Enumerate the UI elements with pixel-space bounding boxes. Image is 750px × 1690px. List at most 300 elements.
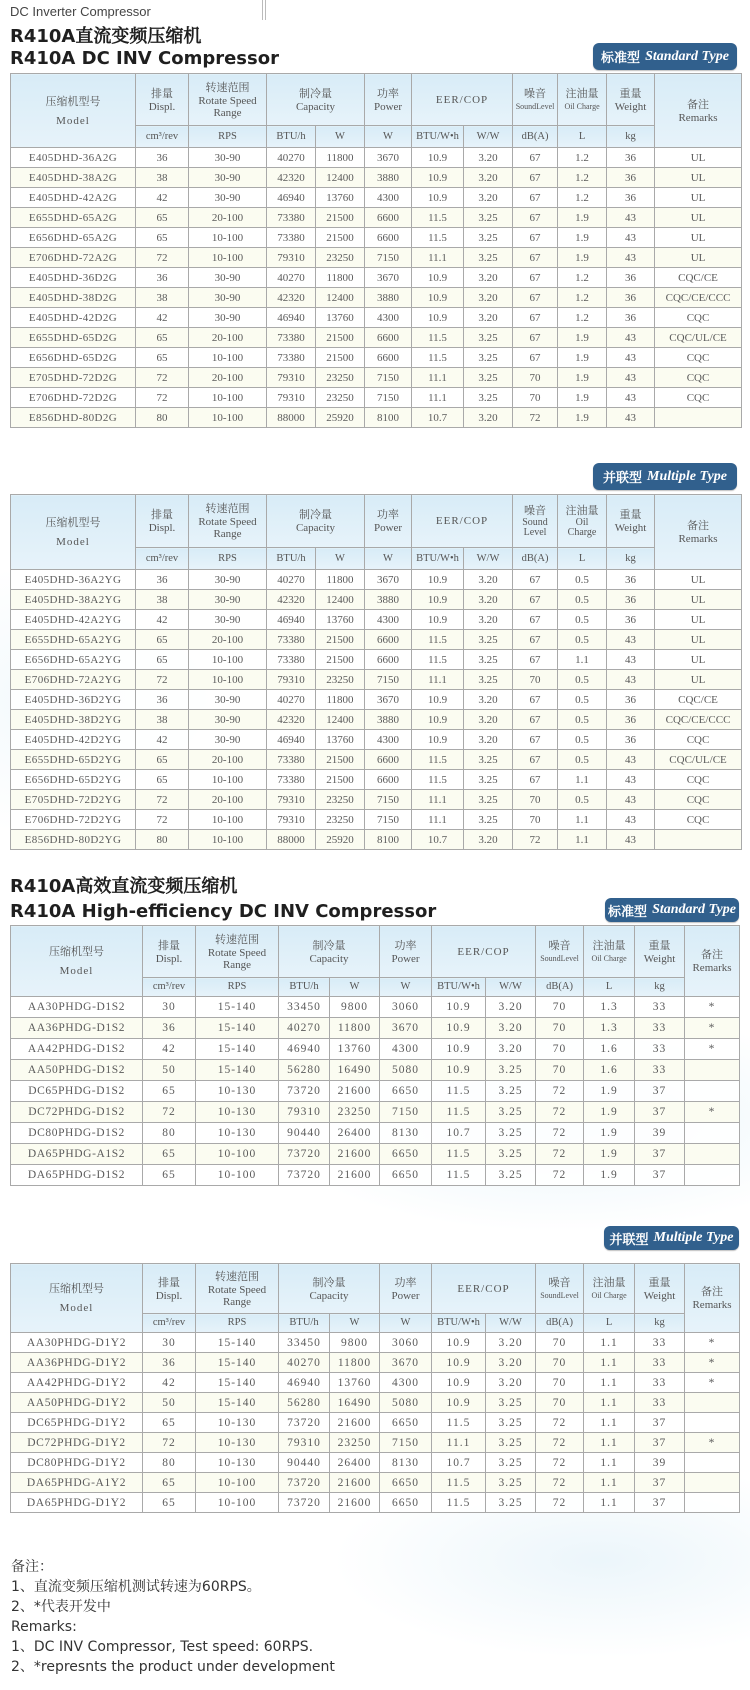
cell-remarks (655, 830, 742, 850)
cell-model: E706DHD-72D2YG (11, 810, 136, 830)
cell-model: AA30PHDG-D1Y2 (11, 1333, 143, 1353)
header-capacity: 制冷量 Capacity (279, 1264, 380, 1314)
cell-model: E655DHD-65D2G (11, 328, 136, 348)
cell-db: 67 (513, 268, 558, 288)
cell-eer: 10.9 (432, 1393, 486, 1413)
cell-remarks: CQC/UL/CE (655, 328, 742, 348)
cell-db: 67 (513, 188, 558, 208)
unit-cop: W/W (486, 978, 536, 997)
header-sound-level: 噪音 SoundLevel (536, 926, 584, 978)
standard-type-badge (593, 43, 737, 70)
unit-power-w: W (365, 548, 412, 570)
cell-cop: 3.25 (464, 208, 513, 228)
cell-cop: 3.25 (486, 1413, 536, 1433)
cell-cop: 3.25 (464, 770, 513, 790)
unit-eer: BTU/W•h (432, 1314, 486, 1333)
cell-displ: 42 (143, 1373, 196, 1393)
cell-oil: 1.9 (584, 1144, 635, 1165)
cell-eer: 10.9 (432, 1353, 486, 1373)
cell-remarks: * (685, 997, 740, 1018)
cell-btu: 73720 (279, 1165, 330, 1186)
cell-kg: 43 (607, 348, 655, 368)
table-row (11, 570, 742, 590)
cell-rps: 30-90 (189, 730, 267, 750)
cell-power: 8130 (380, 1453, 432, 1473)
cell-displ: 65 (143, 1413, 196, 1433)
cell-db: 70 (513, 368, 558, 388)
table-row (11, 710, 742, 730)
cell-remarks: UL (655, 590, 742, 610)
cell-oil: 0.5 (558, 690, 607, 710)
cell-w: 21500 (316, 328, 365, 348)
cell-remarks: * (685, 1433, 740, 1453)
cell-power: 4300 (365, 610, 412, 630)
cell-displ: 42 (136, 188, 189, 208)
header-speed-range: 转速范围 Rotate Speed Range (189, 74, 267, 126)
cell-w: 13760 (330, 1373, 380, 1393)
cell-w: 11800 (330, 1018, 380, 1039)
cell-eer: 10.9 (412, 730, 464, 750)
cell-btu: 40270 (267, 690, 316, 710)
note-cn-1: 1、直流变频压缩机测试转速为60RPS。 (11, 1579, 261, 1595)
cell-power: 3670 (365, 690, 412, 710)
cell-model: E405DHD-42A2YG (11, 610, 136, 630)
cell-model: AA50PHDG-D1S2 (11, 1060, 143, 1081)
cell-btu: 46940 (279, 1039, 330, 1060)
cell-displ: 80 (136, 408, 189, 428)
cell-oil: 1.3 (584, 1018, 635, 1039)
cell-model: E405DHD-42D2G (11, 308, 136, 328)
unit-rps: RPS (196, 978, 279, 997)
unit-btuh: BTU/h (279, 978, 330, 997)
cell-eer: 11.5 (412, 208, 464, 228)
cell-displ: 38 (136, 168, 189, 188)
cell-model: E856DHD-80D2YG (11, 830, 136, 850)
cell-displ: 65 (136, 750, 189, 770)
cell-db: 67 (513, 248, 558, 268)
cell-power: 3670 (365, 148, 412, 168)
cell-displ: 72 (143, 1433, 196, 1453)
table-row (11, 1123, 740, 1144)
cell-cop: 3.25 (486, 1081, 536, 1102)
cell-btu: 73720 (279, 1081, 330, 1102)
cell-power: 8100 (365, 408, 412, 428)
cell-db: 67 (513, 288, 558, 308)
cell-cop: 3.20 (486, 997, 536, 1018)
cell-db: 70 (536, 997, 584, 1018)
cell-kg: 33 (635, 1060, 685, 1081)
cell-db: 72 (536, 1165, 584, 1186)
cell-displ: 42 (136, 730, 189, 750)
cell-displ: 65 (136, 650, 189, 670)
cell-displ: 72 (136, 810, 189, 830)
cell-w: 23250 (316, 670, 365, 690)
cell-w: 9800 (330, 997, 380, 1018)
cell-displ: 38 (136, 710, 189, 730)
header-model: 压缩机型号 Model (11, 926, 143, 997)
cell-displ: 38 (136, 590, 189, 610)
cell-oil: 1.1 (558, 810, 607, 830)
cell-cop: 3.20 (464, 570, 513, 590)
cell-btu: 46940 (267, 188, 316, 208)
cell-displ: 36 (136, 690, 189, 710)
cell-eer: 11.5 (432, 1144, 486, 1165)
cell-rps: 10-130 (196, 1081, 279, 1102)
cell-db: 70 (536, 1373, 584, 1393)
cell-remarks: CQC/UL/CE (655, 750, 742, 770)
cell-eer: 10.7 (412, 408, 464, 428)
cell-w: 11800 (316, 268, 365, 288)
cell-displ: 80 (143, 1453, 196, 1473)
header-row (11, 926, 740, 978)
cell-power: 6650 (380, 1413, 432, 1433)
cell-eer: 11.5 (412, 650, 464, 670)
he-multiple-spec-table (10, 1263, 740, 1513)
cell-kg: 37 (635, 1165, 685, 1186)
unit-w: W (330, 978, 380, 997)
cell-model: AA36PHDG-D1S2 (11, 1018, 143, 1039)
cell-power: 6650 (380, 1473, 432, 1493)
unit-w: W (330, 1314, 380, 1333)
cell-remarks: CQC (655, 388, 742, 408)
cell-cop: 3.25 (486, 1433, 536, 1453)
header-power: 功率 Power (380, 926, 432, 978)
cell-power: 4300 (380, 1373, 432, 1393)
cell-cop: 3.25 (486, 1493, 536, 1513)
cell-w: 11800 (316, 690, 365, 710)
cell-cop: 3.25 (464, 368, 513, 388)
table-row (11, 268, 742, 288)
cell-remarks (685, 1493, 740, 1513)
cell-w: 11800 (316, 570, 365, 590)
cell-eer: 11.5 (432, 1102, 486, 1123)
cell-btu: 42320 (267, 168, 316, 188)
cell-kg: 43 (607, 650, 655, 670)
cell-model: E405DHD-42A2G (11, 188, 136, 208)
header-displacement: 排量 Displ. (136, 495, 189, 548)
cell-rps: 30-90 (189, 268, 267, 288)
cell-w: 13760 (330, 1039, 380, 1060)
cell-remarks (685, 1060, 740, 1081)
cell-w: 21500 (316, 650, 365, 670)
cell-eer: 10.7 (432, 1123, 486, 1144)
cell-db: 67 (513, 328, 558, 348)
table-row (11, 1039, 740, 1060)
cell-btu: 73380 (267, 750, 316, 770)
cell-power: 3880 (365, 710, 412, 730)
table-row (11, 830, 742, 850)
table-row (11, 1018, 740, 1039)
cell-w: 21500 (316, 228, 365, 248)
he-standard-spec-table (10, 925, 740, 1186)
cell-rps: 10-100 (196, 1493, 279, 1513)
cell-power: 8100 (365, 830, 412, 850)
cell-cop: 3.20 (464, 268, 513, 288)
header-power: 功率 Power (365, 495, 412, 548)
badge-label-cn: 标准型 (608, 904, 648, 920)
cell-cop: 3.25 (464, 790, 513, 810)
cell-model: AA30PHDG-D1S2 (11, 997, 143, 1018)
cell-eer: 10.9 (412, 570, 464, 590)
cell-oil: 1.2 (558, 168, 607, 188)
cell-power: 7150 (365, 670, 412, 690)
cell-power: 6600 (365, 770, 412, 790)
cell-remarks: UL (655, 630, 742, 650)
cell-btu: 46940 (279, 1373, 330, 1393)
cell-btu: 79310 (267, 248, 316, 268)
cell-displ: 65 (136, 770, 189, 790)
cell-displ: 72 (136, 248, 189, 268)
cell-power: 3060 (380, 997, 432, 1018)
cell-db: 70 (513, 388, 558, 408)
cell-oil: 1.2 (558, 148, 607, 168)
cell-model: E405DHD-36A2G (11, 148, 136, 168)
header-weight: 重量 Weight (635, 926, 685, 978)
cell-oil: 1.1 (558, 650, 607, 670)
cell-db: 67 (513, 730, 558, 750)
cell-displ: 36 (136, 570, 189, 590)
cell-oil: 1.1 (584, 1493, 635, 1513)
badge-label-en: Multiple Type (647, 468, 727, 484)
cell-w: 21600 (330, 1144, 380, 1165)
cell-eer: 11.5 (412, 630, 464, 650)
cell-model: DC72PHDG-D1S2 (11, 1102, 143, 1123)
cell-oil: 1.1 (584, 1333, 635, 1353)
cell-displ: 65 (143, 1081, 196, 1102)
cell-btu: 73720 (279, 1144, 330, 1165)
cell-kg: 37 (635, 1473, 685, 1493)
cell-kg: 43 (607, 810, 655, 830)
cell-cop: 3.20 (464, 710, 513, 730)
table-row (11, 408, 742, 428)
cell-rps: 20-100 (189, 208, 267, 228)
cell-model: E405DHD-38A2YG (11, 590, 136, 610)
cell-remarks (685, 1393, 740, 1413)
cell-kg: 33 (635, 1393, 685, 1413)
cell-model: E656DHD-65D2G (11, 348, 136, 368)
cell-remarks: UL (655, 228, 742, 248)
table-row (11, 1060, 740, 1081)
cell-rps: 15-140 (196, 1373, 279, 1393)
cell-eer: 11.5 (412, 750, 464, 770)
cell-kg: 37 (635, 1433, 685, 1453)
header-oil-charge: 注油量 Oil Charge (584, 926, 635, 978)
cell-db: 67 (513, 610, 558, 630)
cell-rps: 20-100 (189, 790, 267, 810)
cell-model: DA65PHDG-A1S2 (11, 1144, 143, 1165)
cell-power: 6600 (365, 228, 412, 248)
cell-db: 72 (536, 1493, 584, 1513)
cell-displ: 36 (136, 268, 189, 288)
cell-btu: 90440 (279, 1453, 330, 1473)
table-row (11, 368, 742, 388)
cell-btu: 56280 (279, 1060, 330, 1081)
cell-model: E405DHD-42D2YG (11, 730, 136, 750)
table-row (11, 650, 742, 670)
cell-oil: 0.5 (558, 570, 607, 590)
cell-btu: 42320 (267, 288, 316, 308)
header-speed-range: 转速范围 Rotate Speed Range (196, 926, 279, 978)
cell-model: E656DHD-65D2YG (11, 770, 136, 790)
badge-label-en: Standard Type (645, 48, 729, 64)
cell-eer: 11.1 (412, 388, 464, 408)
cell-btu: 56280 (279, 1393, 330, 1413)
cell-btu: 79310 (267, 810, 316, 830)
badge-label-cn: 标准型 (601, 51, 641, 66)
cell-w: 26400 (330, 1123, 380, 1144)
cell-model: AA50PHDG-D1Y2 (11, 1393, 143, 1413)
cell-w: 21500 (316, 770, 365, 790)
cell-w: 21500 (316, 208, 365, 228)
cell-model: DA65PHDG-D1S2 (11, 1165, 143, 1186)
cell-oil: 1.2 (558, 308, 607, 328)
cell-remarks: UL (655, 570, 742, 590)
cell-remarks (685, 1165, 740, 1186)
table-row (11, 610, 742, 630)
header-weight: 重量 Weight (607, 495, 655, 548)
cell-rps: 10-130 (196, 1413, 279, 1433)
cell-model: E405DHD-38D2YG (11, 710, 136, 730)
cell-oil: 1.1 (584, 1373, 635, 1393)
cell-cop: 3.25 (464, 750, 513, 770)
cell-btu: 42320 (267, 590, 316, 610)
table-row (11, 1333, 740, 1353)
cell-cop: 3.20 (464, 168, 513, 188)
cell-eer: 10.9 (412, 590, 464, 610)
cell-model: DA65PHDG-A1Y2 (11, 1473, 143, 1493)
cell-power: 4300 (365, 308, 412, 328)
cell-model: E405DHD-38D2G (11, 288, 136, 308)
header-eer-cop: EER/COP (412, 495, 513, 548)
unit-eer: BTU/W•h (412, 126, 464, 148)
cell-cop: 3.25 (464, 228, 513, 248)
cell-db: 67 (513, 168, 558, 188)
cell-rps: 15-140 (196, 1018, 279, 1039)
cell-eer: 11.5 (432, 1473, 486, 1493)
cell-eer: 11.5 (412, 348, 464, 368)
cell-btu: 73380 (267, 770, 316, 790)
cell-power: 3670 (365, 268, 412, 288)
cell-rps: 10-100 (189, 228, 267, 248)
cell-power: 8130 (380, 1123, 432, 1144)
cell-eer: 10.7 (412, 830, 464, 850)
notes-heading-en: Remarks: (11, 1619, 77, 1635)
table-row (11, 188, 742, 208)
cell-btu: 73380 (267, 650, 316, 670)
cell-btu: 79310 (267, 670, 316, 690)
cell-w: 13760 (316, 610, 365, 630)
cell-w: 11800 (316, 148, 365, 168)
cell-eer: 11.5 (432, 1493, 486, 1513)
table-row (11, 1453, 740, 1473)
cell-db: 70 (513, 790, 558, 810)
cell-db: 70 (536, 1018, 584, 1039)
cell-rps: 10-130 (196, 1433, 279, 1453)
cell-kg: 43 (607, 670, 655, 690)
table-row (11, 997, 740, 1018)
unit-displ: cm³/rev (143, 1314, 196, 1333)
cell-db: 70 (536, 1393, 584, 1413)
cell-cop: 3.25 (464, 630, 513, 650)
cell-cop: 3.20 (486, 1039, 536, 1060)
cell-oil: 1.1 (584, 1473, 635, 1493)
cell-model: E405DHD-36A2YG (11, 570, 136, 590)
table-row (11, 1433, 740, 1453)
cell-power: 6650 (380, 1165, 432, 1186)
cell-cop: 3.25 (486, 1165, 536, 1186)
cell-w: 21500 (316, 348, 365, 368)
table-row (11, 308, 742, 328)
dc-multiple-spec-table (10, 494, 742, 850)
cell-eer: 11.5 (432, 1413, 486, 1433)
cell-btu: 42320 (267, 710, 316, 730)
cell-power: 6650 (380, 1081, 432, 1102)
cell-remarks: CQC (655, 348, 742, 368)
cell-rps: 15-140 (196, 997, 279, 1018)
unit-cop: W/W (464, 548, 513, 570)
cell-kg: 37 (635, 1144, 685, 1165)
section-title-en: R410A High-efficiency DC INV Compressor (10, 901, 437, 922)
cell-displ: 50 (143, 1060, 196, 1081)
cell-w: 21600 (330, 1081, 380, 1102)
cell-eer: 11.1 (412, 790, 464, 810)
cell-remarks: * (685, 1333, 740, 1353)
cell-db: 72 (536, 1081, 584, 1102)
cell-db: 67 (513, 348, 558, 368)
cell-oil: 1.9 (558, 368, 607, 388)
cell-btu: 33450 (279, 997, 330, 1018)
table-row (11, 1413, 740, 1433)
header-capacity: 制冷量 Capacity (267, 74, 365, 126)
cell-kg: 39 (635, 1453, 685, 1473)
cell-btu: 90440 (279, 1123, 330, 1144)
cell-db: 70 (513, 810, 558, 830)
cell-eer: 10.9 (412, 168, 464, 188)
cell-w: 12400 (316, 590, 365, 610)
table-row (11, 248, 742, 268)
cell-db: 67 (513, 630, 558, 650)
header-sound-level: 噪音 SoundLevel (513, 74, 558, 126)
cell-model: E856DHD-80D2G (11, 408, 136, 428)
divider-line (265, 0, 266, 20)
cell-oil: 1.9 (584, 1123, 635, 1144)
cell-cop: 3.20 (486, 1333, 536, 1353)
unit-power-w: W (380, 978, 432, 997)
cell-displ: 42 (136, 610, 189, 630)
cell-oil: 1.1 (558, 770, 607, 790)
cell-model: DA65PHDG-D1Y2 (11, 1493, 143, 1513)
cell-cop: 3.20 (464, 288, 513, 308)
cell-model: DC80PHDG-D1S2 (11, 1123, 143, 1144)
table-row (11, 1102, 740, 1123)
cell-eer: 10.9 (432, 1039, 486, 1060)
cell-kg: 36 (607, 730, 655, 750)
cell-oil: 0.5 (558, 670, 607, 690)
cell-kg: 37 (635, 1102, 685, 1123)
cell-db: 67 (513, 770, 558, 790)
header-eer-cop: EER/COP (432, 1264, 536, 1314)
cell-model: E655DHD-65A2YG (11, 630, 136, 650)
cell-cop: 3.20 (486, 1373, 536, 1393)
cell-oil: 1.1 (584, 1453, 635, 1473)
cell-db: 70 (536, 1039, 584, 1060)
cell-displ: 72 (143, 1102, 196, 1123)
table-row (11, 1473, 740, 1493)
cell-oil: 0.5 (558, 590, 607, 610)
cell-kg: 36 (607, 570, 655, 590)
cell-cop: 3.25 (464, 650, 513, 670)
table-row (11, 670, 742, 690)
